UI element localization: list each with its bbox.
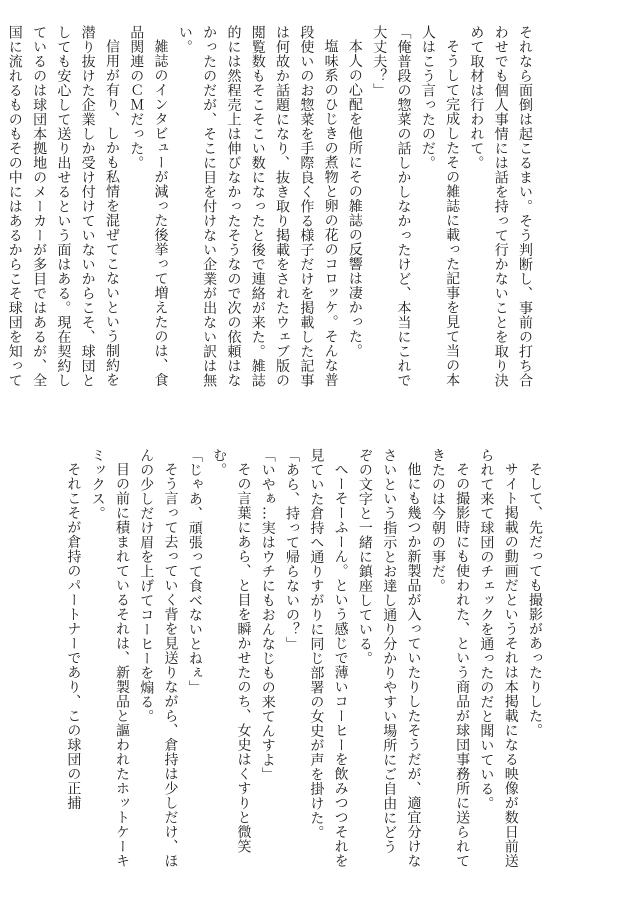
paragraph: それなら面倒は起こるまい。そう判断し、事前の打ち合わせでも個人事情には話を持って行かないことを取り決めて取材は行われて。 — [468, 25, 533, 388]
paragraph: その言葉にあら、と目を瞬かせたのち、女史はくすりと微笑む。 — [211, 448, 252, 854]
paragraph: そうして完成したその雑誌に載った記事を見て当の本人はこう言ったのだ。 — [419, 25, 461, 387]
paragraph: 雑誌のインタビューが減った後挙って増えたのは、食品関連のＣＭだった。 — [128, 25, 169, 387]
paragraph: そして、先だっても撮影があったりした。 — [527, 462, 543, 738]
text-block-lower — [65, 448, 547, 868]
paragraph: 目の前に積まれているそれは、新製品と謳われたホットケーキミックス。 — [89, 448, 130, 868]
paragraph: 塩味系のひじきの煮物と卵の花のコロッケ。そんな普段使いのお惣菜を手際良く作る様子だけを掲載した記事は何故か話題になり、抜き取り掲載をされたウェブ版の閲覧数もそこそこい数になったと後で連絡が来た。雑誌的には然程売上は伸びなかったそうなので次の依頼はなかったのだが、そこに目を付けない企業が出ない訳は無い。 — [176, 25, 339, 388]
paragraph: 他にも幾つか新製品が入っていたりしたそうだが、適宜分けなさいという指示とお達し通り分かりやすい場所にご自由にどうぞの文字と一緒に鎮座している。 — [356, 448, 422, 868]
paragraph: へーそーふーん。という感じで薄いコーヒーを飲みつつそれを見ていた倉持へ通りすがりに同じ部署の女史が声を掛けた。 — [308, 448, 349, 868]
paragraph: それこそが倉持のパートナーであり、この球団の正捕 — [65, 462, 82, 810]
paragraph: 本人の心配を他所にその雑誌の反響は凄かった。 — [346, 39, 363, 358]
paragraph: サイト掲載の動画だというそれは本掲載になる映像が数日前送られて来て球団のチェックを通ったのだと聞いている。 — [478, 448, 519, 868]
dialogue-line: 「俺普段の惣菜の話しかしなかったけど、本当にこれで大丈夫？」 — [371, 25, 412, 388]
dialogue-line: 「いやぁ…実はウチにもおんなじもの来てんすよ」 — [259, 448, 276, 782]
paragraph: その撮影時にも使われた、という商品が球団事務所に送られてきたのは今朝の事だ。 — [429, 448, 471, 868]
paragraph: 信用が有り、しかも私情を混ぜてこないという制約を潜り抜けた企業しか受け付けていないからこそ、球団としても安心して送り出せるという面はある。現在契約しているのは球団本拠地のメーカーが多目ではあるが、全国に流れるものもその中にはあるからこそ球団を知って — [6, 25, 120, 388]
dialogue-line: 「あら、持って帰らないの？」 — [284, 448, 301, 651]
dialogue-line: 「じゃあ、頑張って食べないとねぇ」 — [186, 448, 203, 695]
text-block-upper — [6, 25, 537, 390]
paragraph: そう言って去っていく背を見送りながら、倉持は少しだけ、ほんの少しだけ眉を上げてコーヒーを煽る。 — [138, 448, 179, 868]
